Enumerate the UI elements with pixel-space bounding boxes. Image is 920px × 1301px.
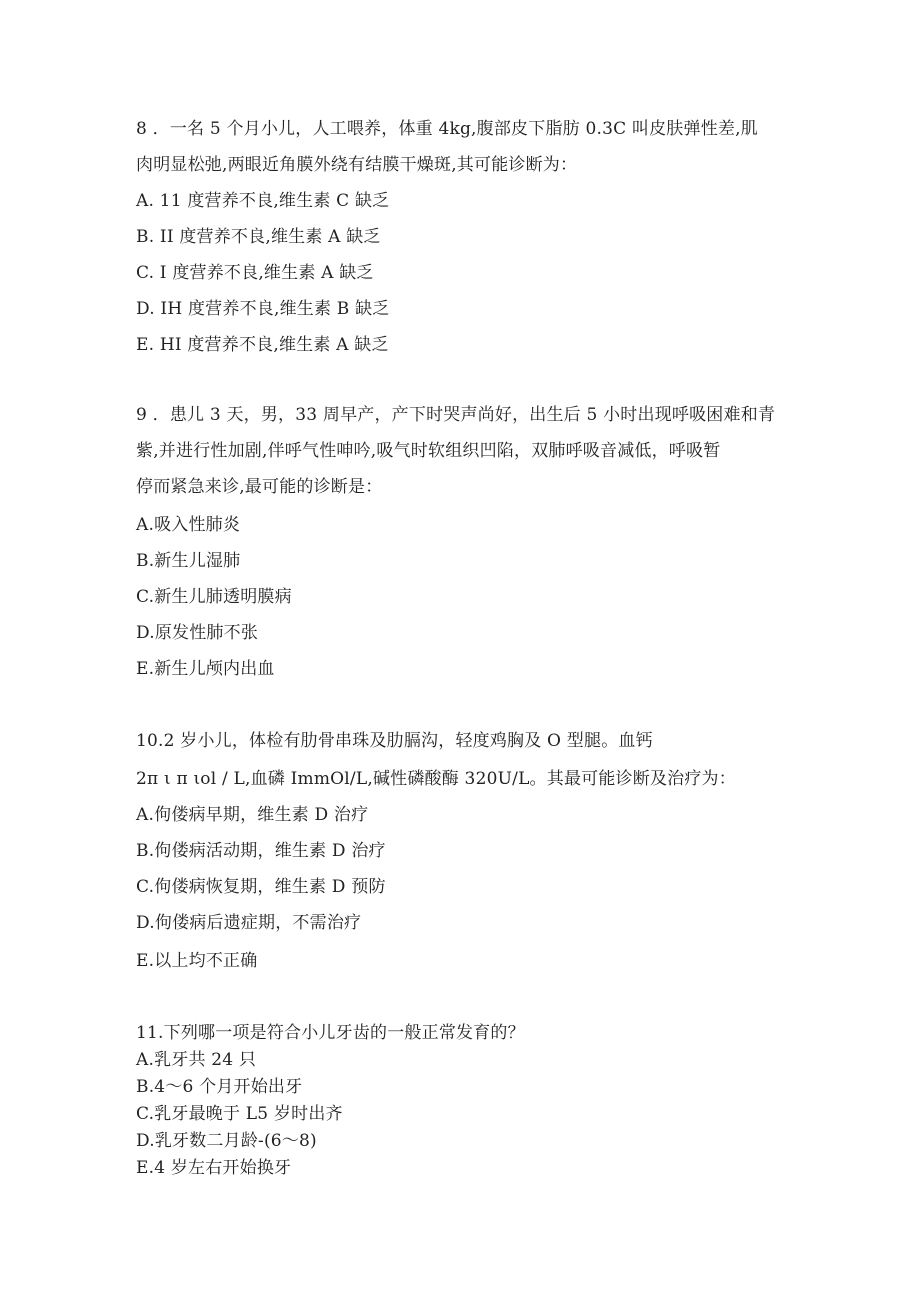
- question-10-option-a: A.佝偻病早期，维生素 D 治疗: [136, 805, 369, 825]
- question-9-option-d: D.原发性肺不张: [136, 623, 259, 643]
- question-8-line-2: 肉明显松弛,两眼近角膜外绕有结膜干燥斑,其可能诊断为：: [136, 155, 578, 175]
- question-11-line-1: 11.下列哪一项是符合小儿牙齿的一般正常发育的？: [136, 1023, 525, 1043]
- question-10-line-2: 2π ι π ιol / L,血磷 ImmOl/L,碱性磷酸酶 320U/L。其最可能诊断及治疗为：: [136, 769, 736, 789]
- question-10-option-c: C.佝偻病恢复期，维生素 D 预防: [136, 877, 386, 897]
- question-10-line-1: 10.2 岁小儿，体检有肋骨串珠及肋膈沟，轻度鸡胸及 O 型腿。血钙: [136, 731, 653, 751]
- question-9-option-c: C.新生儿肺透明膜病: [136, 587, 292, 607]
- question-9-option-b: B.新生儿湿肺: [136, 551, 241, 571]
- question-11-option-a: A.乳牙共 24 只: [136, 1050, 257, 1070]
- question-10-option-e: E.以上均不正确: [136, 951, 258, 971]
- question-10-option-d: D.佝偻病后遗症期，不需治疗: [136, 913, 362, 933]
- question-8-line-1: 8 ．一名 5 个月小儿，人工喂养，体重 4kg,腹部皮下脂肪 0.3C 叫皮肤弹性差,肌: [136, 119, 758, 139]
- question-9-option-e: E.新生儿颅内出血: [136, 659, 275, 679]
- question-11-option-c: C.乳牙最晚于 L5 岁时出齐: [136, 1104, 343, 1124]
- question-9-line-1: 9 ．患儿 3 天，男，33 周早产，产下时哭声尚好，出生后 5 小时出现呼吸困难和青: [136, 405, 776, 425]
- question-10-option-b: B.佝偻病活动期，维生素 D 治疗: [136, 841, 386, 861]
- question-9-line-2: 紫,并进行性加剧,伴呼气性呻吟,吸气时软组织凹陷，双肺呼吸音减低，呼吸暂: [136, 441, 721, 461]
- question-8-option-d: D. IH 度营养不良,维生素 B 缺乏: [136, 299, 390, 319]
- question-9-option-a: A.吸入性肺炎: [136, 515, 241, 535]
- question-8-option-e: E. HI 度营养不良,维生素 A 缺乏: [136, 335, 389, 355]
- question-11-option-d: D.乳牙数二月龄-(6～8): [136, 1131, 317, 1151]
- question-11-option-b: B.4～6 个月开始出牙: [136, 1077, 303, 1097]
- question-8-option-a: A. 11 度营养不良,维生素 C 缺乏: [136, 191, 390, 211]
- question-11-option-e: E.4 岁左右开始换牙: [136, 1158, 292, 1178]
- question-8-option-b: B. II 度营养不良,维生素 A 缺乏: [136, 227, 381, 247]
- question-8-option-c: C. I 度营养不良,维生素 A 缺乏: [136, 263, 374, 283]
- question-9-line-3: 停而紧急来诊,最可能的诊断是：: [136, 477, 383, 497]
